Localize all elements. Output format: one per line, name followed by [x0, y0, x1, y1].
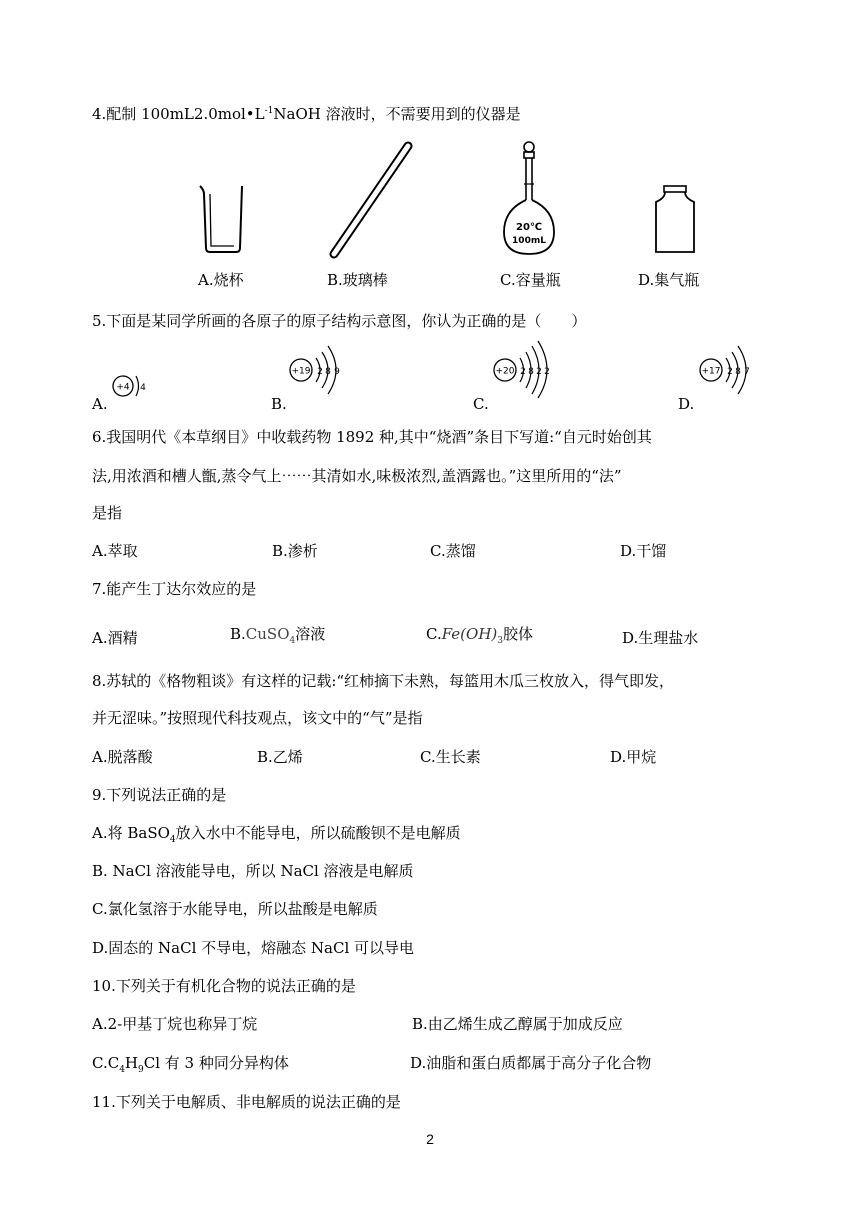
- q4-option-b: B.玻璃棒: [327, 271, 388, 289]
- svg-text:+20: +20: [495, 366, 515, 377]
- atom-diagram-a: [110, 372, 150, 404]
- q10-option-b: B.由乙烯生成乙醇属于加成反应: [412, 1015, 623, 1033]
- q5-stem: 5.下面是某同学所画的各原子的原子结构示意图，你认为正确的是（ ）: [92, 312, 587, 330]
- svg-text:2: 2: [544, 367, 550, 377]
- page-number: 2: [426, 1131, 434, 1147]
- q8-option-b: B.乙烯: [257, 748, 303, 766]
- q7-option-a: A.酒精: [92, 629, 138, 647]
- svg-text:+19: +19: [291, 366, 311, 377]
- q4-stem: 4.配制 $100mL2.0mol•L^{-1}NaOH$ 溶液时，不需要用到的仪器是: [92, 105, 521, 123]
- q4-option-c: C.容量瓶: [500, 271, 561, 289]
- q5-option-a: A.: [92, 395, 108, 413]
- q9-option-b: B. NaCl 溶液能导电，所以 NaCl 溶液是电解质: [92, 862, 414, 880]
- svg-text:2: 2: [727, 367, 733, 377]
- q5-option-c: C.: [473, 395, 489, 413]
- svg-text:8: 8: [325, 367, 331, 377]
- q8-option-c: C.生长素: [420, 748, 481, 766]
- q4-option-a: A.烧杯: [198, 271, 244, 289]
- q7-option-b: B.CuSO$_4$溶液: [230, 625, 326, 646]
- q6-option-a: A.萃取: [92, 542, 138, 560]
- q10-option-c: $C.C_4H_9Cl$ 有 3 种同分异构体: [92, 1054, 289, 1075]
- svg-text:+17: +17: [701, 366, 721, 377]
- q7-option-d: D.生理盐水: [622, 629, 699, 647]
- q9-stem: 9.下列说法正确的是: [92, 786, 227, 804]
- q6-option-b: B.渗析: [272, 542, 318, 560]
- gas-collecting-bottle-icon: [652, 184, 698, 256]
- svg-text:+4: +4: [116, 382, 130, 393]
- svg-text:100mL: 100mL: [512, 236, 546, 246]
- q8-option-a: A.脱落酸: [92, 748, 153, 766]
- q6-option-d: D.干馏: [620, 542, 667, 560]
- q7-stem: 7.能产生丁达尔效应的是: [92, 580, 257, 598]
- q7-option-c: $C.Fe(OH)_3$胶体: [426, 625, 534, 646]
- svg-text:2: 2: [520, 367, 526, 377]
- svg-text:2: 2: [536, 367, 542, 377]
- q4-option-d: D.集气瓶: [638, 271, 700, 289]
- svg-text:8: 8: [528, 367, 534, 377]
- volumetric-flask-icon: [500, 140, 558, 258]
- svg-text:20℃: 20℃: [515, 222, 543, 233]
- atom-diagram-c: [490, 340, 566, 398]
- atom-diagram-d: [696, 344, 766, 396]
- q6-line-2: 法,用浓酒和槽人甑,蒸令气上⋯⋯其清如水,味极浓烈,盖酒露也。”这里所用的“法”: [92, 467, 622, 485]
- q6-line-1: 6.我国明代《本草纲目》中收载药物 1892 种,其中“烧酒”条目下写道:“自元时始创其: [92, 428, 652, 446]
- svg-text:4: 4: [140, 383, 146, 393]
- q6-option-c: C.蒸馏: [430, 542, 476, 560]
- q5-option-d: D.: [678, 395, 695, 413]
- q9-option-d: D.固态的 NaCl 不导电，熔融态 NaCl 可以导电: [92, 939, 415, 957]
- q9-option-a: A.将 BaSO$_4$放入水中不能导电，所以硫酸钡不是电解质: [92, 824, 461, 845]
- q10-option-d: D.油脂和蛋白质都属于高分子化合物: [410, 1054, 652, 1072]
- q6-line-3: 是指: [92, 504, 123, 522]
- svg-text:7: 7: [744, 367, 750, 377]
- beaker-icon: [198, 184, 246, 254]
- q9-option-c: C.氯化氢溶于水能导电，所以盐酸是电解质: [92, 900, 378, 918]
- q8-line-1: 8.苏轼的《格物粗谈》有这样的记载:“红柿摘下未熟，每篮用木瓜三枚放入，得气即发，: [92, 672, 675, 690]
- svg-text:8: 8: [735, 367, 741, 377]
- q8-option-d: D.甲烷: [610, 748, 657, 766]
- atom-diagram-b: [286, 344, 356, 396]
- svg-text:9: 9: [334, 367, 340, 377]
- q5-option-b: B.: [271, 395, 287, 413]
- glass-rod-icon: [328, 142, 414, 258]
- q10-option-a: A.2-甲基丁烷也称异丁烷: [92, 1015, 258, 1033]
- svg-text:2: 2: [317, 367, 323, 377]
- q10-stem: 10.下列关于有机化合物的说法正确的是: [92, 977, 356, 995]
- q8-line-2: 并无涩味。”按照现代科技观点，该文中的“气”是指: [92, 709, 423, 727]
- q11-stem: 11.下列关于电解质、非电解质的说法正确的是: [92, 1093, 401, 1111]
